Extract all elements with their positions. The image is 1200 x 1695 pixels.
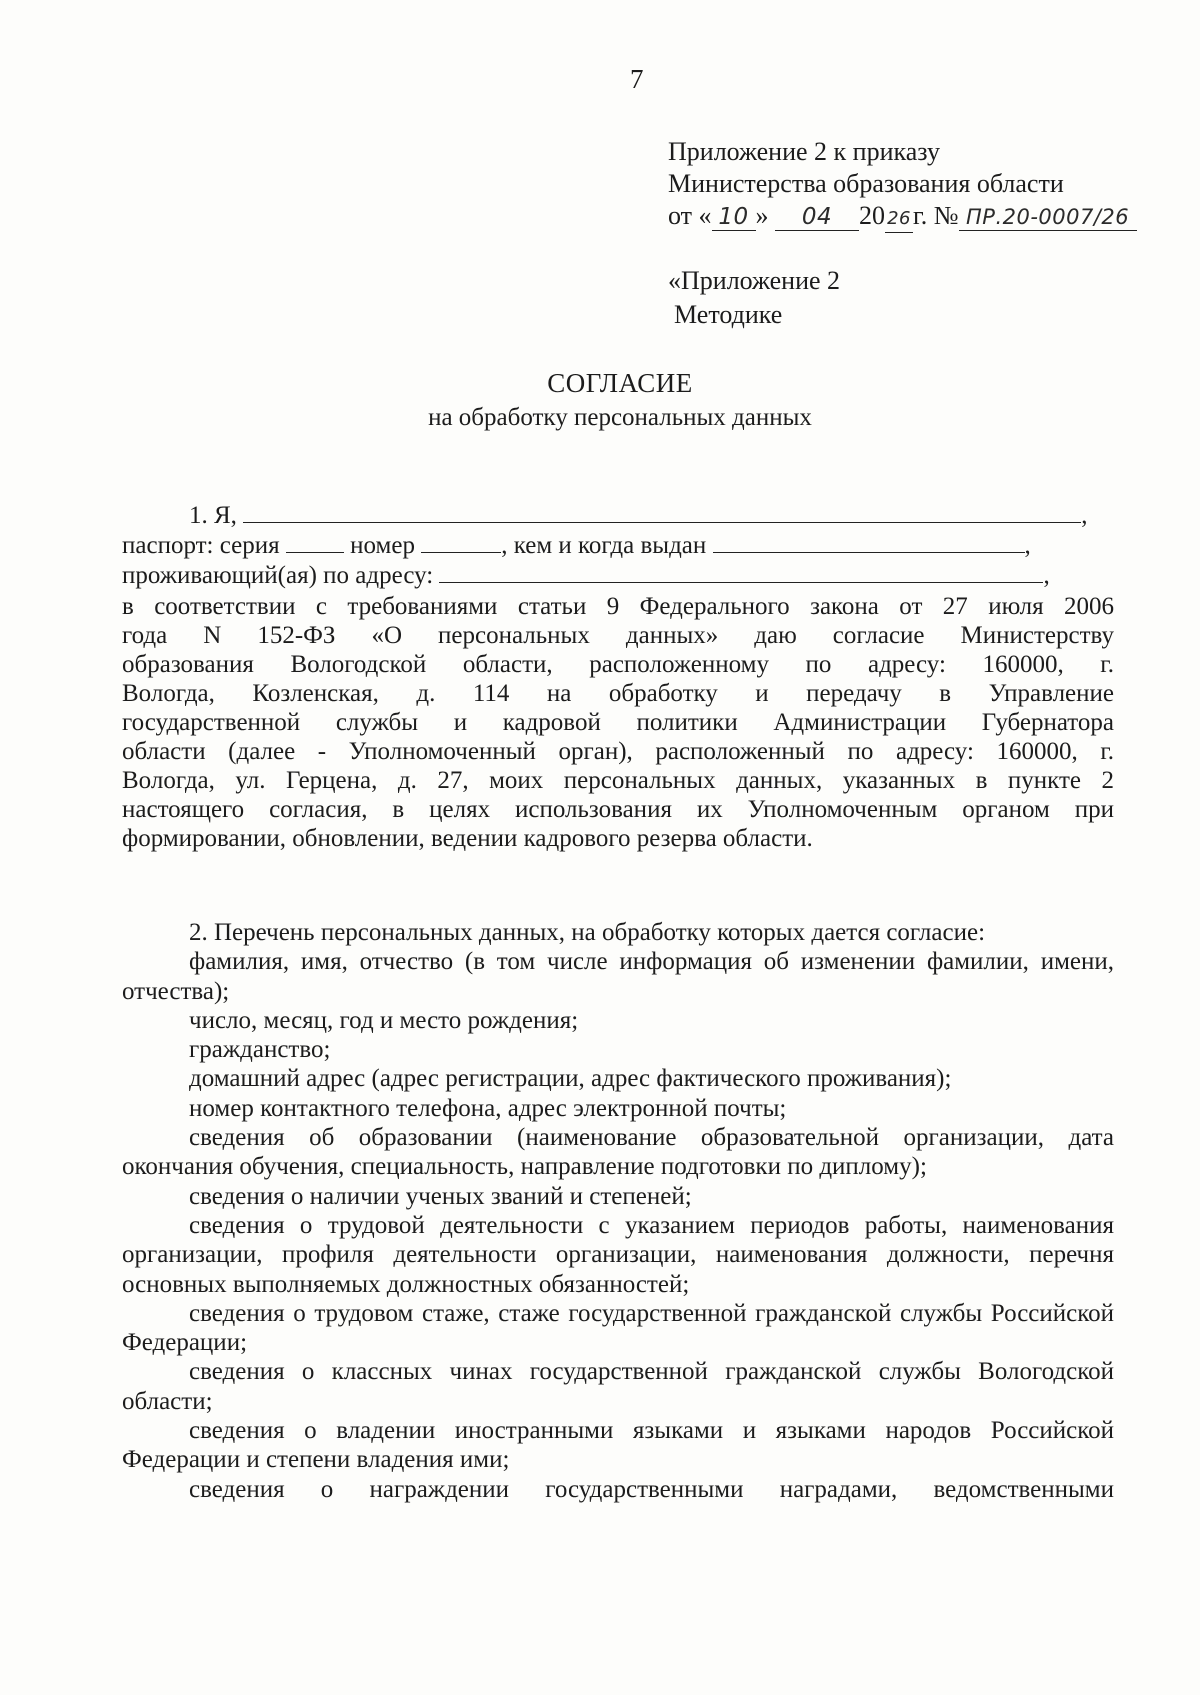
page-number: 7 bbox=[630, 64, 644, 94]
list-intro: 2. Перечень персональных данных, на обработку которых дается согласие: bbox=[189, 919, 986, 946]
name-line-end: , bbox=[1081, 502, 1088, 529]
list-item: фамилия, имя, отчество (в том числе информация об изменении фамилии, имени, отчества); bbox=[122, 948, 1114, 1005]
passport-series-fill bbox=[286, 530, 344, 553]
list-item: число, месяц, год и место рождения; bbox=[189, 1006, 579, 1034]
passport-number-fill bbox=[421, 530, 501, 553]
date-year-handwritten: 26 bbox=[885, 206, 913, 233]
form-line-address bbox=[122, 560, 1114, 590]
passport-line-end: , bbox=[1024, 532, 1031, 559]
quoted-appendix bbox=[668, 264, 840, 332]
list-item: сведения о трудовой деятельности с указанием периодов работы, наименования организации, профиля деятельности организации, наименования должности, перечня основных выполняемых должностных обязанностей; bbox=[122, 1211, 1114, 1298]
passport-number-label: номер bbox=[350, 532, 415, 559]
document-subtitle: на обработку персональных данных bbox=[428, 404, 812, 431]
date-month-handwritten: 04 bbox=[775, 204, 859, 231]
name-fill-line bbox=[243, 500, 1081, 523]
paragraph-1-line: Вологда, ул. Герцена, д. 27, моих персональных данных, указанных в пункте 2 bbox=[122, 767, 1114, 794]
appendix-line-2: Министерства образования области bbox=[668, 169, 1064, 198]
appendix-header bbox=[668, 136, 1137, 233]
paragraph-1-line: формировании, обновлении, ведении кадрового резерва области. bbox=[122, 825, 813, 852]
paragraph-1-line: государственной службы и кадровой политики Администрации Губернатора bbox=[122, 709, 1114, 736]
issued-by-fill bbox=[713, 530, 1025, 553]
address-fill bbox=[439, 560, 1043, 583]
paragraph-1-line: образования Вологодской области, расположенному по адресу: 160000, г. bbox=[122, 651, 1114, 678]
list-item: сведения о трудовом стаже, стаже государственной гражданской службы Российской Федерации; bbox=[122, 1299, 1114, 1357]
paragraph-1-line: в соответствии с требованиями статьи 9 Федерального закона от 27 июля 2006 bbox=[122, 593, 1114, 620]
list-item: сведения о классных чинах государственной гражданской службы Вологодской области; bbox=[122, 1358, 1114, 1415]
date-day-handwritten: 10 bbox=[712, 204, 756, 231]
consent-form bbox=[122, 500, 1114, 853]
address-label: проживающий(ая) по адресу: bbox=[122, 562, 434, 589]
issued-by-label: , кем и когда выдан bbox=[501, 532, 707, 559]
date-g-label: г. № bbox=[913, 201, 959, 230]
order-number-handwritten: ПР.20-0007/26 bbox=[959, 204, 1137, 231]
paragraph-1-line: года N 152-ФЗ «О персональных данных» даю согласие Министерству bbox=[122, 622, 1114, 649]
appendix-line-1: Приложение 2 к приказу bbox=[668, 137, 941, 166]
address-line-end: , bbox=[1043, 562, 1050, 589]
list-item: гражданство; bbox=[189, 1036, 331, 1064]
form-line-name bbox=[122, 500, 1114, 530]
order-date-line bbox=[668, 200, 1137, 233]
name-label: 1. Я, bbox=[189, 502, 237, 529]
list-item: домашний адрес (адрес регистрации, адрес фактического проживания); bbox=[189, 1065, 952, 1093]
paragraph-1-line: настоящего согласия, в целях использования их Уполномоченным органом при bbox=[122, 796, 1114, 823]
list-item: номер контактного телефона, адрес электронной почты; bbox=[189, 1094, 787, 1122]
personal-data-list bbox=[122, 918, 1114, 1504]
quoted-appendix-line-2: Методике bbox=[674, 300, 783, 329]
form-line-passport bbox=[122, 530, 1114, 560]
paragraph-1 bbox=[122, 592, 1114, 853]
list-item: сведения о владении иностранными языками и языками народов Российской Федерации и степени владения ими; bbox=[122, 1417, 1114, 1474]
date-year-prefix: 20 bbox=[859, 201, 886, 230]
quoted-appendix-line-1: «Приложение 2 bbox=[668, 266, 841, 295]
list-item: сведения о наличии ученых званий и степеней; bbox=[189, 1182, 692, 1210]
document-title: СОГЛАСИЕ bbox=[547, 368, 693, 398]
paragraph-1-line: Вологда, Козленская, д. 114 на обработку и передачу в Управление bbox=[122, 680, 1114, 707]
date-prefix: от « bbox=[668, 201, 712, 230]
paragraph-1-line: области (далее - Уполномоченный орган), расположенный по адресу: 160000, г. bbox=[122, 738, 1114, 765]
date-mid: » bbox=[755, 201, 769, 230]
passport-series-label: паспорт: серия bbox=[122, 532, 280, 559]
list-item: сведения об образовании (наименование образовательной организации, дата окончания обучения, специальность, направление подготовки по диплому); bbox=[122, 1124, 1114, 1181]
list-item: сведения о награждении государственными наградами, ведомственными bbox=[189, 1475, 1114, 1503]
